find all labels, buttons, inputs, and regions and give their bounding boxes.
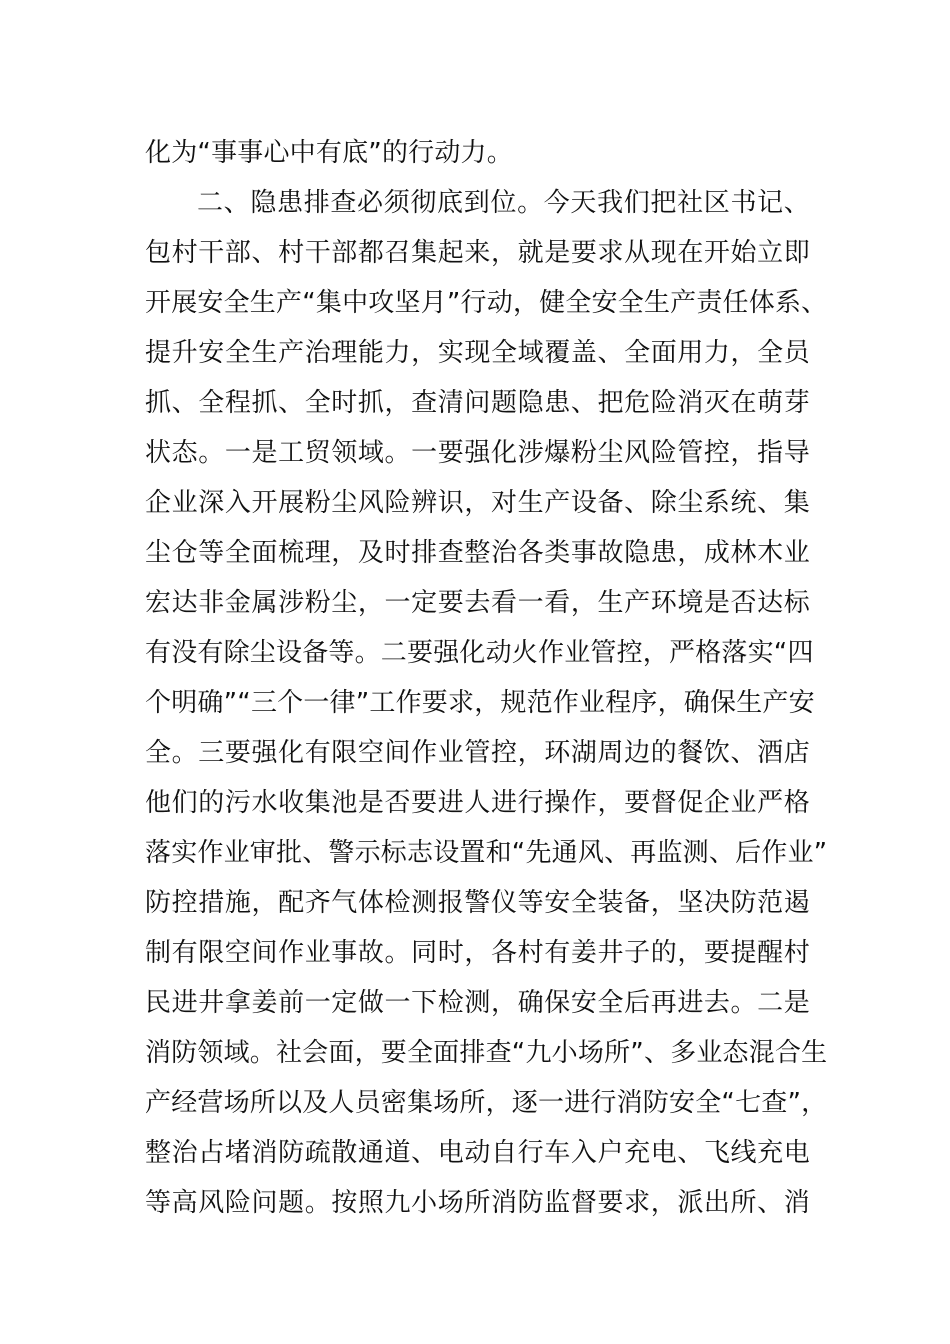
text-line: 企业深入开展粉尘风险辨识，对生产设备、除尘系统、集 [145,488,810,518]
text-line: 有没有除尘设备等。二要强化动火作业管控，严格落实“四 [145,638,814,668]
text-line: 全。三要强化有限空间作业管控，环湖周边的餐饮、酒店 [145,738,810,768]
text-line: 宏达非金属涉粉尘，一定要去看一看，生产环境是否达标 [145,588,810,618]
text-line: 化为“事事心中有底”的行动力。 [145,138,513,168]
text-line: 状态。一是工贸领域。一要强化涉爆粉尘风险管控，指导 [145,438,810,468]
text-line: 尘仓等全面梳理，及时排查整治各类事故隐患，成林木业 [145,538,810,568]
text-line: 包村干部、村干部都召集起来，就是要求从现在开始立即 [145,238,810,268]
text-line: 消防领域。社会面，要全面排查“九小场所”、多业态混合生 [145,1038,828,1068]
text-line: 开展安全生产“集中攻坚月”行动，健全安全生产责任体系、 [145,288,828,318]
text-line: 制有限空间作业事故。同时，各村有姜井子的，要提醒村 [145,938,810,968]
text-line: 防控措施，配齐气体检测报警仪等安全装备，坚决防范遏 [145,888,810,918]
text-line: 等高风险问题。按照九小场所消防监督要求，派出所、消 [145,1188,810,1218]
text-line: 落实作业审批、警示标志设置和“先通风、再监测、后作业” [145,838,828,868]
text-line: 他们的污水收集池是否要进人进行操作，要督促企业严格 [145,788,810,818]
text-line: 整治占堵消防疏散通道、电动自行车入户充电、飞线充电 [145,1138,810,1168]
text-line: 产经营场所以及人员密集场所，逐一进行消防安全“七查”， [145,1088,828,1118]
text-line: 个明确”“三个一律”工作要求，规范作业程序，确保生产安 [145,688,815,718]
text-line: 民进井拿姜前一定做一下检测，确保安全后再进去。二是 [145,988,810,1018]
text-line: 抓、全程抓、全时抓，查清问题隐患、把危险消灭在萌芽 [145,388,810,418]
body-text [145,128,828,1228]
text-line: 提升安全生产治理能力，实现全域覆盖、全面用力，全员 [145,338,810,368]
text-line: 二、隐患排查必须彻底到位。今天我们把社区书记、 [197,188,810,218]
